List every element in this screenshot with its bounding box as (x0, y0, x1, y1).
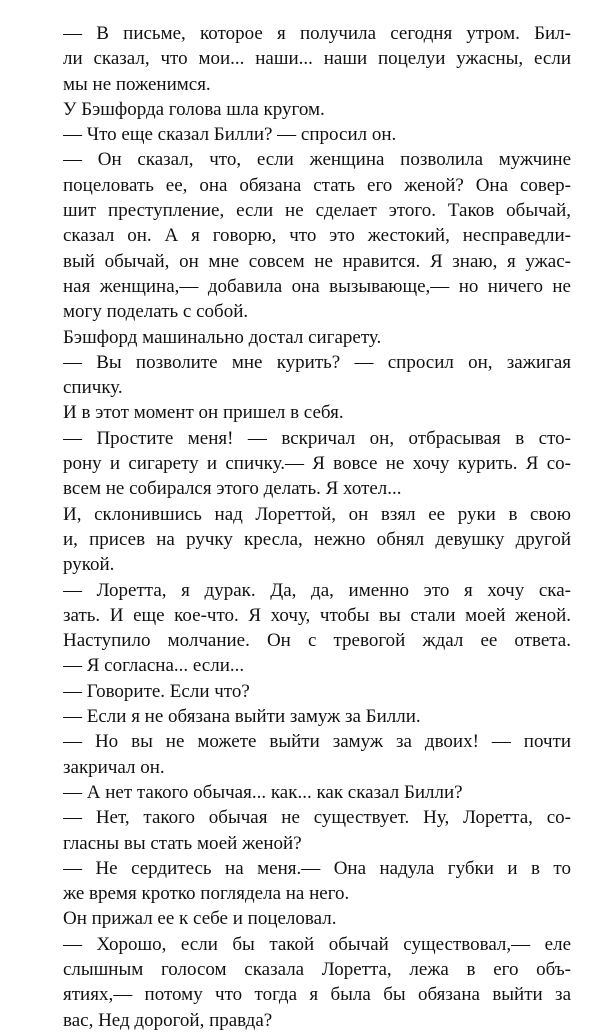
text-line: Наступило молчание. Он с тревогой ждал ее ответа. (63, 630, 571, 652)
text-line: мы не поженимся. (63, 73, 211, 95)
text-line: слышным голосом сказала Лоретта, лежа в его объ- (63, 958, 571, 980)
text-line: — Но вы не можете выйти замуж за двоих! — почти (63, 731, 571, 753)
text-line: всем не собирался этого делать. Я хотел... (63, 478, 402, 500)
text-line: — Я согласна... если... (63, 655, 245, 677)
text-line: — В письме, которое я получила сегодня утром. Бил- (63, 23, 571, 44)
text-line: — Не сердитесь на меня.— Она надула губки и в то (63, 857, 571, 879)
page-text (63, 21, 571, 1033)
text-line: ли сказал, что мои... наши... наши поцелуи ужасны, если (63, 48, 571, 70)
text-line: вый обычай, он мне совсем не нравится. Я знаю, я ужас- (63, 250, 571, 272)
text-line: Он прижал ее к себе и поцеловал. (63, 908, 337, 930)
text-line: же время кротко поглядела на него. (63, 883, 350, 905)
text-line: — Что еще сказал Билли? — спросил он. (63, 124, 397, 146)
text-line: — Говорите. Если что? (63, 680, 250, 702)
text-line: И в этот момент он пришел в себя. (63, 402, 344, 424)
text-line: Бэшфорд машинально достал сигарету. (63, 326, 382, 348)
text-line: — Если я не обязана выйти замуж за Билли. (63, 706, 421, 728)
text-line: сказал он. А я говорю, что это жестокий, несправедли- (63, 225, 571, 247)
text-line: — Лоретта, я дурак. Да, да, именно это я хочу ска- (63, 579, 571, 601)
text-line: поцеловать ее, она обязана стать его женой? Она совер- (63, 174, 571, 196)
text-line: — А нет такого обычая... как... как сказал Билли? (63, 781, 463, 803)
text-line: — Он сказал, что, если женщина позволила мужчине (63, 149, 571, 171)
text-line: вас, Нед дорогой, правда? (63, 1009, 273, 1031)
text-line: — Простите меня! — вскричал он, отбрасывая в сто- (63, 427, 571, 449)
text-line: ная женщина,— добавила она вызывающе,— но ничего не (63, 275, 571, 297)
text-line: гласны вы стать моей женой? (63, 832, 302, 854)
text-line: У Бэшфорда голова шла кругом. (63, 98, 325, 120)
text-line: зать. И еще кое-что. Я хочу, чтобы вы стали моей женой. (63, 604, 571, 626)
text-line: — Нет, такого обычая не существует. Ну, Лоретта, со- (63, 807, 571, 829)
text-line: могу поделать с собой. (63, 301, 249, 323)
text-line: спичку. (63, 377, 123, 399)
text-line: закричал он. (63, 756, 165, 778)
text-line: рону и сигарету и спичку.— Я вовсе не хочу курить. Я со- (63, 453, 571, 475)
text-line: — Вы позволите мне курить? — спросил он, зажигая (63, 351, 571, 373)
text-line: ятиях,— потому что тогда я была бы обязана выйти за (63, 984, 571, 1006)
text-line: рукой. (63, 554, 115, 576)
text-line: — Хорошо, если бы такой обычай существовал,— еле (63, 933, 571, 955)
text-line: И, склонившись над Лореттой, он взял ее руки в свою (63, 503, 571, 525)
text-line: и, присев на ручку кресла, нежно обнял девушку другой (63, 528, 571, 550)
text-line: шит преступление, если не сделает этого. Таков обычай, (63, 200, 571, 222)
